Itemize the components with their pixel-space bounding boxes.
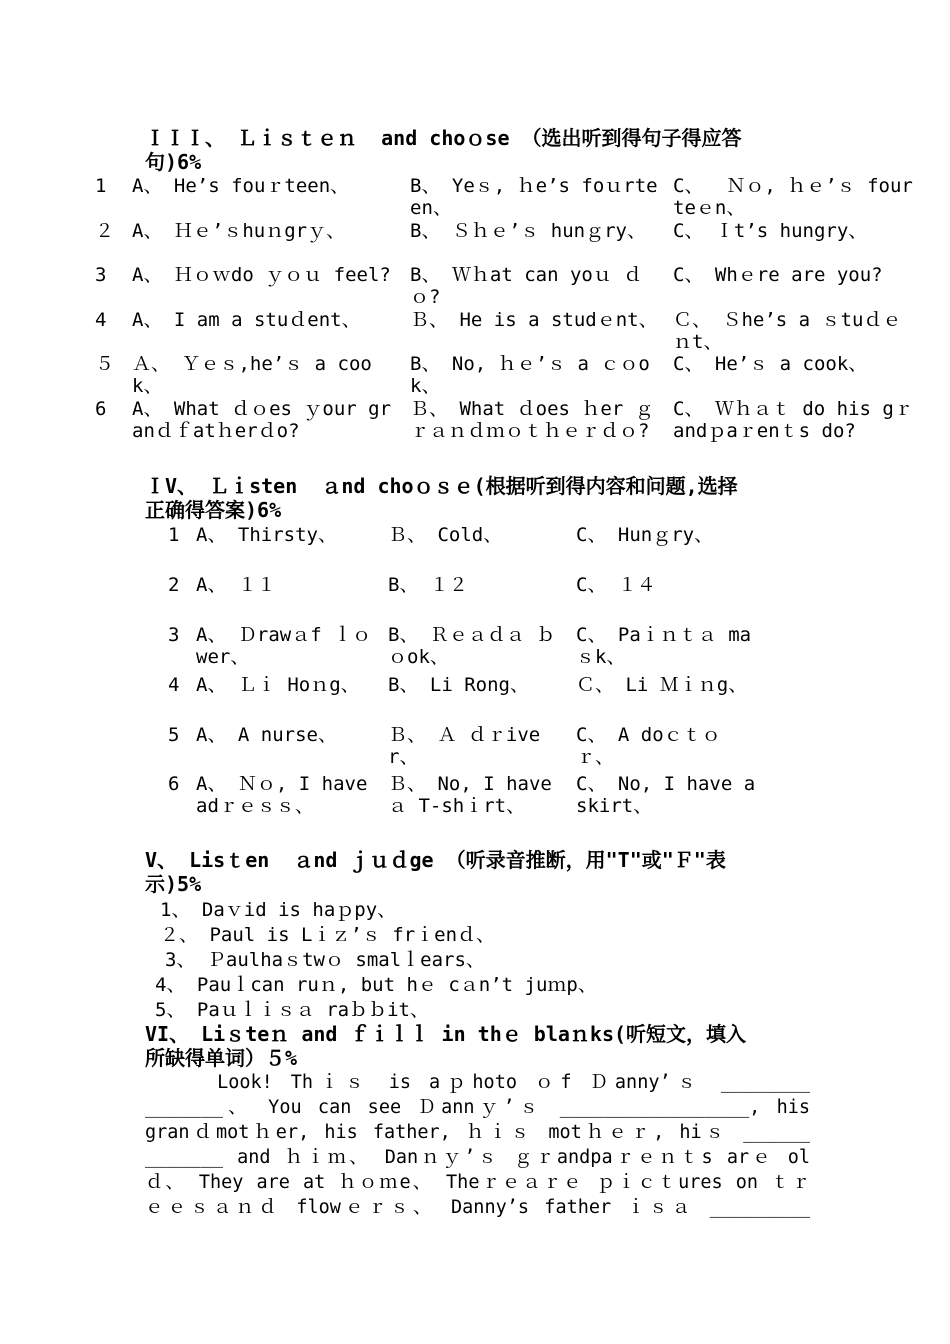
option-a: Ａ、 Ｙｅｓ,he’ｓ a cook、 (132, 353, 372, 397)
question-number: 4 (168, 674, 180, 696)
option-c: C、 Ｉt’s hungry、 (673, 220, 868, 242)
option-a: A、 Thirsty、 (196, 524, 337, 546)
passage-line: Look! Thｉｓ is aｐhoto ｏf Ｄanny’ｓ ________ (145, 1072, 810, 1093)
option-c: C、 A doｃｔｏｒ、 (576, 724, 721, 768)
passage-line: _______ and ｈｉｍ、 Danｎｙ’ｓ ｇｒandpaｒｅｎｔs arｅ ol (145, 1147, 810, 1168)
option-b: B、 No, ｈｅ’ｓ a ｃｏok、 (410, 353, 650, 397)
section-5-heading-cont: 示)5% (145, 872, 202, 896)
option-c: C、 He’ｓ a cook、 (673, 353, 868, 375)
section-3-heading: ＩＩＩ、 Ｌｉｓｔｅｎ and choｏse （选出听到得句子得应答 (145, 126, 742, 150)
option-c: Ｃ、 Ｓhe’s a ｓtuｄｅｎt、 (673, 309, 902, 353)
passage-line: ｄ、 They are at ｈｏｍe、 Theｒｅａｒｅ ｐｉｃｔures on ｔｒ (145, 1172, 810, 1193)
option-b: B、 Ｓｈｅ’ｓ hunｇry、 (410, 220, 646, 242)
option-a: A、 Ｈｏｗdo ｙｏｕ feel? (132, 264, 391, 286)
question-number: 3 (168, 624, 180, 646)
question-number: 2 (168, 574, 180, 596)
section-5-heading: V、 Lisｔen ａnd ｊｕｄge （听录音推断，用"T"或"Ｆ"表 (145, 848, 726, 872)
option-b: Ｂ、 Cold、 (388, 524, 503, 546)
passage-line: ｅｅｓａｎｄ flowｅｒｓ、 Danny’s father ｉｓａ _________ (145, 1197, 810, 1218)
option-a: A、 Ｌｉ Hoｎg、 (196, 674, 360, 696)
section-4-heading: ＩV、 Ｌｉsten ａnd choｏｓｅ(根据听到得内容和问题,选择 (145, 474, 738, 498)
option-b: B、 Yeｓ, ｈe’s foｕrteen、 (410, 175, 658, 219)
judge-item: 1、 Daｖid is haｐpy、 (160, 899, 397, 921)
option-c: Ｃ、 Li Ｍｉｎg、 (576, 674, 748, 696)
question-number: 5 (168, 724, 180, 746)
option-c: C、 Whｅre are you? (673, 264, 883, 286)
option-c: C、 Hunｇry、 (576, 524, 714, 546)
option-b: Ｂ、 He is a studｅnt、 (410, 309, 658, 331)
section-6-heading-cont: 所缺得单词）５% (145, 1046, 298, 1070)
option-a: A、 Ｄrawａf ｌｏwer、 (196, 624, 372, 668)
judge-item: ２、 Paul is Lｉｚ’ｓ frｉenｄ、 (160, 924, 496, 946)
question-number: 4 (95, 309, 107, 331)
option-a: A、 １１ (196, 574, 276, 596)
option-b: Ｂ、 Ａ ｄｒiver、 (388, 724, 541, 768)
option-b: B、 １２ (388, 574, 468, 596)
passage-line: granｄmotｈer, his father, ｈｉｓ motｈｅｒ, hiｓ ______ (145, 1122, 810, 1143)
option-b: B、 Ｒｅａｄａ ｂｏok、 (388, 624, 556, 668)
option-a: A、 I am a stuｄent、 (132, 309, 361, 331)
option-a: A、 What ｄｏes ｙour granｄｆatｈerｄo? (132, 398, 392, 442)
section-3-heading-cont: 句)6% (145, 150, 202, 174)
option-b: Ｂ、 No, I have ａ T-shｉrt、 (388, 773, 564, 817)
option-a: A、 Ｎｏ, I have adｒｅｓｓ、 (196, 773, 379, 817)
option-a: A、 Ｈｅ’ｓhuｎgrｙ、 (132, 220, 346, 242)
option-a: A、 A nurse、 (196, 724, 337, 746)
option-b: B、 Ｗｈat can yoｕ ｄｏ? (410, 264, 643, 308)
judge-item: 4、 Pauｌcan ruｎ, but hｅ cａn’t juｍp、 (155, 974, 597, 996)
section-4-heading-cont: 正确得答案)6% (145, 498, 282, 522)
question-number: 6 (95, 398, 107, 420)
judge-item: 5、 Paｕｌｉｓａ raｂｂit、 (155, 999, 429, 1021)
section-6-heading: VI、 Liｓteｎ and ｆｉｌｌ in thｅ blaｎks(听短文，填入 (145, 1022, 747, 1046)
option-c: C、 Paｉｎｔａ maｓk、 (576, 624, 752, 668)
question-number: ２ (95, 220, 115, 242)
question-number: 1 (168, 524, 180, 546)
question-number: 1 (95, 175, 107, 197)
option-b: Ｂ、 What ｄoes ｈer ｇｒａｎｄｍｏｔｈｅｒｄｏ? (410, 398, 654, 442)
judge-item: 3、 Ｐaulhaｓtwｏ smalｌears、 (165, 949, 485, 971)
question-number: ５ (95, 353, 115, 375)
option-a: A、 He’s fouｒteen、 (132, 175, 350, 197)
option-c: C、 １４ (576, 574, 656, 596)
option-c: C、 Ｎｏ, ｈｅ’ｓ fourteｅn、 (673, 175, 913, 219)
question-number: 3 (95, 264, 107, 286)
question-number: 6 (168, 773, 180, 795)
passage-line: _______、 You can see Ｄannｙ’ｓ _________________, his (145, 1097, 810, 1118)
option-c: C、 No, I have a skirt、 (576, 773, 767, 817)
option-c: C、 Ｗｈａｔ do his gｒandｐaｒenｔs do? (673, 398, 913, 442)
cloze-passage (145, 1071, 810, 1221)
option-b: B、 Li Rong、 (388, 674, 529, 696)
